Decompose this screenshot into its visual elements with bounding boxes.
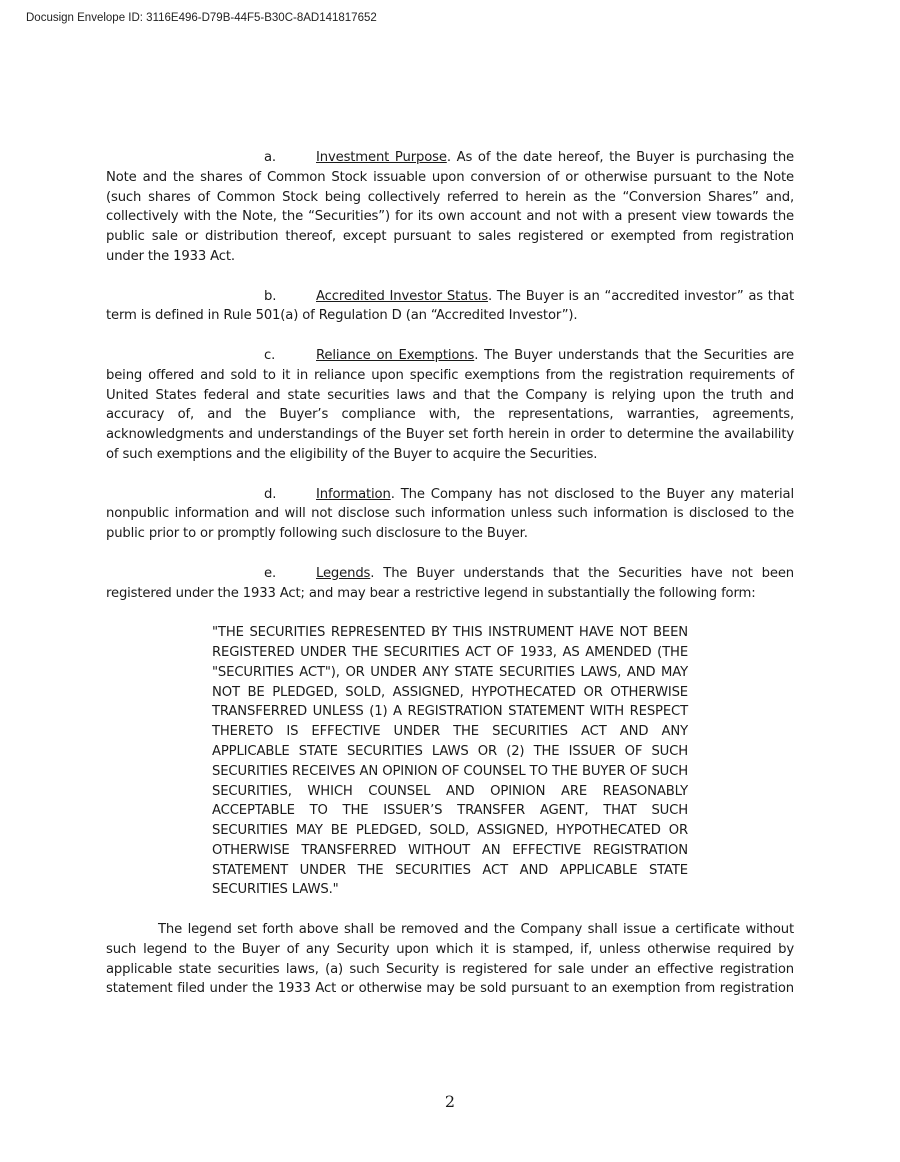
section-first-line	[106, 346, 794, 366]
section-heading: Accredited Investor Status	[316, 288, 488, 304]
section-heading: Investment Purpose	[316, 150, 447, 165]
section-letter: d.	[264, 486, 277, 502]
section-first-line-text: . The Buyer is an “accredited investor” as that	[487, 288, 794, 304]
closing-paragraph	[106, 920, 794, 999]
section-letter: c.	[264, 347, 276, 363]
section-first-line-text: . The Buyer understands that the Securities are	[474, 347, 794, 363]
envelope-id: Docusign Envelope ID: 3116E496-D79B-44F5-B30C-8AD141817652	[26, 12, 377, 24]
section-reliance-on-exemptions	[106, 346, 794, 465]
section-body: registered under the 1933 Act; and may bear a restrictive legend in substantially the following form:	[106, 585, 756, 601]
page-number: 2	[444, 1092, 456, 1111]
section-first-line	[106, 148, 794, 168]
section-accredited-investor	[106, 287, 794, 327]
section-heading: Reliance on Exemptions	[316, 347, 475, 363]
section-body: term is defined in Rule 501(a) of Regulation D (an “Accredited Investor”).	[106, 308, 578, 324]
section-first-line-text: . The Buyer understands that the Securities have not been	[370, 565, 794, 581]
section-legends	[106, 564, 794, 604]
section-heading: Legends	[316, 565, 371, 581]
section-letter: a.	[264, 150, 276, 165]
section-first-line-text: . The Company has not disclosed to the Buyer any material	[390, 486, 794, 502]
section-letter: e.	[264, 565, 277, 581]
section-information	[106, 485, 794, 544]
section-first-line-text: . As of the date hereof, the Buyer is purchasing the	[446, 150, 794, 165]
document-body	[106, 148, 794, 999]
section-heading: Information	[316, 486, 391, 502]
section-first-line	[106, 564, 794, 584]
section-first-line	[106, 287, 794, 307]
closing-paragraph-text: The legend set forth above shall be removed and the Company shall issue a certificate without such legend to the Buyer of any Security upon which it is stamped, if, unless otherwise required by applicable state securities laws, (a) such Security is registered for sale under an effective registration statement filed under the 1933 Act or otherwise may be sold pursuant to an exemption from registration	[106, 922, 794, 997]
section-first-line	[106, 485, 794, 505]
section-body: nonpublic information and will not disclose such information unless such information is disclosed to the public prior to or promptly following such disclosure to the Buyer.	[106, 506, 794, 542]
section-body: being offered and sold to it in reliance upon specific exemptions from the registration requirements of United States federal and state securities laws and that the Company is relying upon the truth and accuracy of, and the Buyer’s compliance with, the representations, warranties, agreements, acknowledgments and understandings of the Buyer set forth herein in order to determine the availability of such exemptions and the eligibility of the Buyer to acquire the Securities.	[106, 367, 794, 462]
section-investment-purpose	[106, 148, 794, 267]
section-letter: b.	[264, 288, 277, 304]
section-body: Note and the shares of Common Stock issuable upon conversion of or otherwise pursuant to the Note (such shares of Common Stock being collectively referred to herein as the “Conversion Shares” and, collectively with the Note, the “Securities”) for its own account and not with a present view towards the public sale or distribution thereof, except pursuant to sales registered or exempted from registration under the 1933 Act.	[106, 169, 794, 264]
restrictive-legend: "THE SECURITIES REPRESENTED BY THIS INSTRUMENT HAVE NOT BEEN REGISTERED UNDER THE SECURITIES ACT OF 1933, AS AMENDED (THE "SECURITIES ACT"), OR UNDER ANY STATE SECURITIES LAWS, AND MAY NOT BE PLEDGED, SOLD, ASSIGNED, HYPOTHECATED OR OTHERWISE TRANSFERRED UNLESS (1) A REGISTRATION STATEMENT WITH RESPECT THERETO IS EFFECTIVE UNDER THE SECURITIES ACT AND ANY APPLICABLE STATE SECURITIES LAWS OR (2) THE ISSUER OF SUCH SECURITIES RECEIVES AN OPINION OF COUNSEL TO THE BUYER OF SUCH SECURITIES, WHICH COUNSEL AND OPINION ARE REASONABLY ACCEPTABLE TO THE ISSUER’S TRANSFER AGENT, THAT SUCH SECURITIES MAY BE PLEDGED, SOLD, ASSIGNED, HYPOTHECATED OR OTHERWISE TRANSFERRED WITHOUT AN EFFECTIVE REGISTRATION STATEMENT UNDER THE SECURITIES ACT AND APPLICABLE STATE SECURITIES LAWS."	[212, 625, 688, 898]
